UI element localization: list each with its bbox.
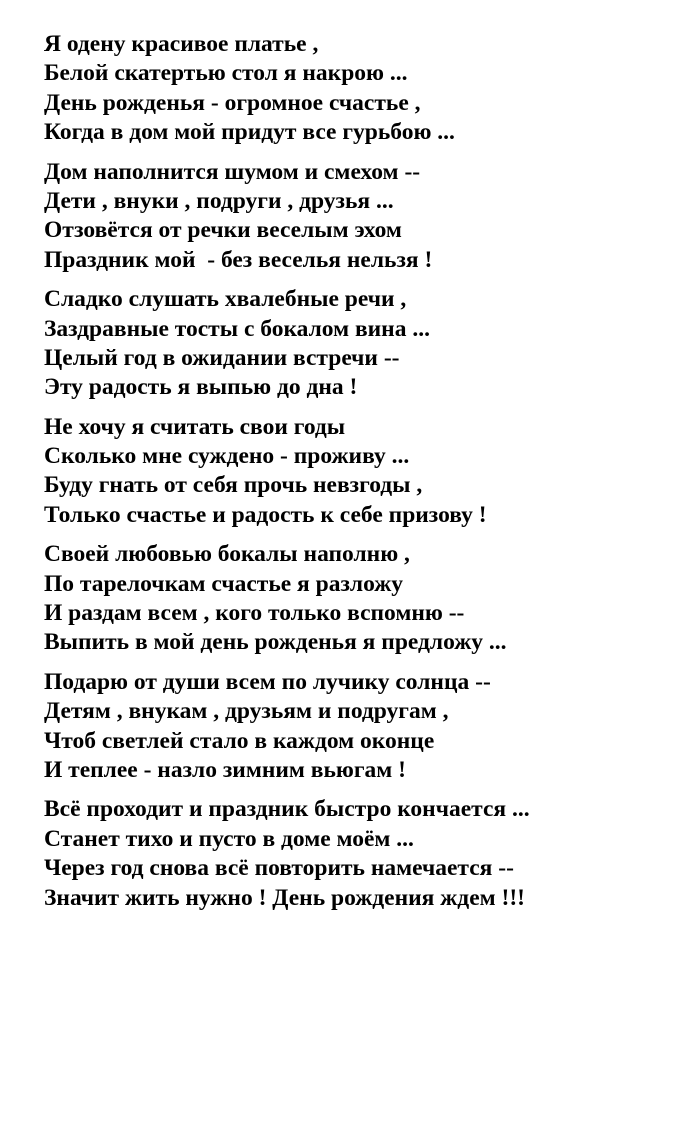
- poem-line: Дети , внуки , подруги , друзья ...: [44, 187, 394, 214]
- poem-line: Своей любовью бокалы наполню ,: [44, 541, 410, 568]
- poem-line: Значит жить нужно ! День рождения ждем !!!: [44, 884, 525, 911]
- stanza-7: [44, 795, 684, 913]
- poem-line: Только счастье и радость к себе призову !: [44, 501, 487, 528]
- poem-line: Выпить в мой день рожденья я предложу ...: [44, 629, 507, 656]
- poem-line: Заздравные тосты с бокалом вина ...: [44, 315, 430, 342]
- poem-line: Целый год в ожидании встречи --: [44, 344, 400, 371]
- poem-line: Через год снова всё повторить намечается --: [44, 855, 514, 882]
- stanza-6: [44, 668, 684, 786]
- stanza-4: [44, 413, 684, 531]
- poem-line: Буду гнать от себя прочь невзгоды ,: [44, 472, 423, 499]
- poem-line: По тарелочкам счастье я разложу: [44, 570, 404, 597]
- poem-line: Сладко слушать хвалебные речи ,: [44, 286, 407, 313]
- poem-line: Я одену красивое платье ,: [44, 31, 319, 57]
- poem-line: И теплее - назло зимним вьюгам !: [44, 756, 406, 783]
- stanza-5: [44, 540, 684, 658]
- poem-line: Подарю от души всем по лучику солнца --: [44, 668, 491, 695]
- poem-line: Отзовётся от речки веселым эхом: [44, 217, 402, 244]
- poem-line: И раздам всем , кого только вспомню --: [44, 600, 465, 627]
- poem-line: Дом наполнится шумом и смехом --: [44, 158, 421, 185]
- stanza-2: [44, 158, 684, 276]
- poem-line: Белой скатертью стол я накрою ...: [44, 60, 408, 87]
- stanza-3: [44, 285, 684, 403]
- poem-line: Праздник мой - без веселья нельзя !: [44, 246, 433, 273]
- poem-line: Станет тихо и пусто в доме моём ...: [44, 825, 414, 852]
- poem-line: День рожденья - огромное счастье ,: [44, 89, 421, 116]
- poem-line: Не хочу я считать свои годы: [44, 413, 346, 440]
- poem-line: Детям , внукам , друзьям и подругам ,: [44, 698, 449, 725]
- stanza-1: [44, 30, 684, 148]
- poem-line: Всё проходит и праздник быстро кончается ...: [44, 796, 530, 823]
- poem-text: [44, 30, 684, 923]
- poem-line: Эту радость я выпью до дна !: [44, 374, 358, 401]
- poem-line: Сколько мне суждено - проживу ...: [44, 443, 410, 470]
- poem-line: Когда в дом мой придут все гурьбою ...: [44, 119, 455, 146]
- poem-line: Чтоб светлей стало в каждом оконце: [44, 727, 435, 754]
